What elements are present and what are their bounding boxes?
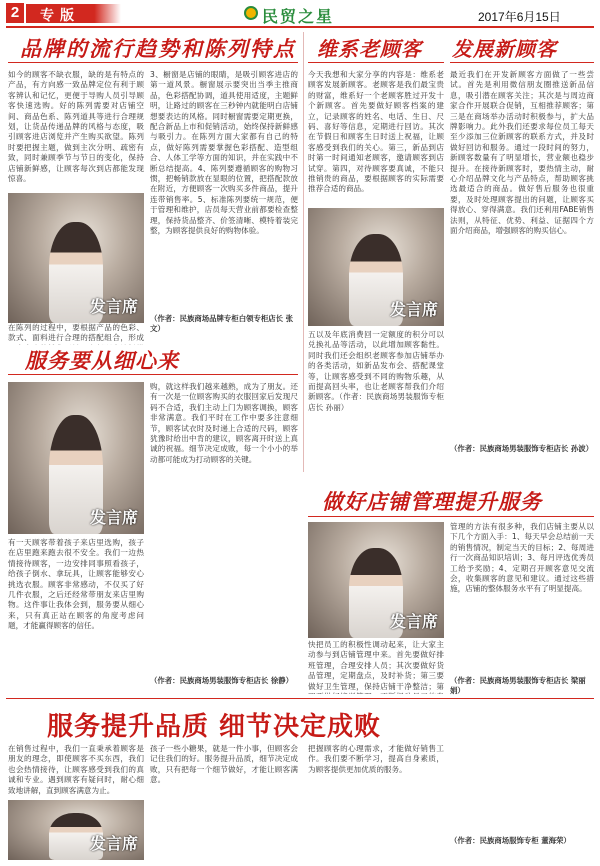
speaker-photo (8, 193, 144, 323)
article-title-brand-trends: 品牌的流行趋势和陈列特点 (20, 36, 296, 61)
article-body: 孩子一些小糖果，就是一件小事，但顾客会记住我们的好。服务提升品质，细节决定成败，只有把每一个细节做好，才能让顾客满意。 (150, 744, 298, 785)
title-underline (308, 516, 594, 517)
article-title-store-management: 做好店铺管理提升服务 (322, 489, 542, 514)
author-credit: （作者：民族商场服饰专柜 董海荣） (450, 836, 571, 845)
article-body: 管理的方法有很多种，我们店铺主要从以下几个方面入手：1、每天早会总结前一天的销售情况，制定当天的目标；2、每周进行一次商品知识培训；3、每月评选优秀员工给予奖励；4、定期召开顾客意见交流会，收集顾客的意见和建议。通过这些措施，店铺的整体服务水平有了明显提高。 (450, 522, 594, 594)
article-body: 如今的顾客不缺衣服，缺的是有特点的产品，有方向感一致品牌定位有利于顾客辨认和记忆，更便于导购人员引导顾客快速选购。好的陈列需要对店铺空间、商品色系、陈列道具等进行合理规划，让货品传递品牌的风格与态度，吸引顾客进店浏览并产生购买欲望。陈列时要把握主题，做到主次分明、疏密有致，同时兼顾季节与节日的变化，保持店铺新鲜感，让顾客每次到店都能发现惊喜。 (8, 70, 144, 184)
article-body: 在销售过程中，我们一直秉承着顾客是朋友的理念，即使顾客不买东西，我们也会热情接待，让顾客感受到我们的真诚和专业。遇到顾客有疑问时，耐心细致地讲解，直到顾客满意为止。 (8, 744, 144, 795)
author-credit: （作者：民族商场男装服饰专柜店长 孙波） (450, 444, 593, 453)
article-title-new-customers: 发展新顾客 (452, 37, 557, 61)
photo-caption: 发言席 (89, 297, 138, 316)
article-body: 有一天顾客带着孩子来店里选购，孩子在店里跑来跑去很不安全。我们一边热情接待顾客，一边安排同事照看孩子，给孩子倒水、拿玩具，让顾客能够安心挑选衣服。顾客非常感动，不仅买了好几件衣服，之后还经常带朋友来店里购物。这件事让我体会到，服务要从细心来，只有真正站在顾客的角度考虑问题，才能赢得顾客的信任。 (8, 538, 144, 631)
page-number: 2 (6, 3, 24, 23)
article-body: 3、橱窗是店铺的眼睛，是吸引顾客进店的第一道风景。橱窗展示要突出当季主推商品，色彩搭配协调，道具使用适度，主题鲜明，让路过的顾客在三秒钟内就能明白店铺想要表达的风格。同时橱窗需要定期更换，配合新品上市和促销活动，始终保持新鲜感与吸引力。在陈列方面大家都有自己的特点，做好陈列需要掌握色彩搭配、造型组合、人体工学等方面的知识，并在实践中不断总结提高。4、陈列要遵循顾客的购物习惯，把畅销款放在显眼的位置，把搭配款放在附近，方便顾客一次购买多件商品，提升连带销售率。5、标准陈列要统一规范，便于管理和维护，店员每天营业前都要检查整理，保持货品整齐、价签清晰、模特着装完整，为顾客提供良好的购物体验。 (150, 70, 298, 236)
article-body: 五以及年底消费回一定额度的积分可以兑换礼品等活动，以此增加顾客黏性。同时我们还会组织老顾客参加店铺举办的各类活动，如新品发布会、搭配课堂等，让顾客感受到不同的购物乐趣，从而提高回头率，也让老顾客帮我们介绍新顾客。（作者：民族商场男装服饰专柜店长 孙丽） (308, 330, 444, 412)
photo-caption: 发言席 (89, 508, 138, 527)
page-header (0, 0, 600, 30)
title-underline (8, 374, 298, 375)
issue-date: 2017年6月15日 (478, 10, 561, 24)
article-body: 今天我想和大家分享的内容是：维系老顾客发展新顾客。老顾客是我们最宝贵的财富，维系好一个老顾客胜过开发十个新顾客。首先要做好顾客档案的建立，记录顾客的姓名、电话、生日、尺码、喜好等信息，定期进行回访。其次在节假日和顾客生日时送上祝福，让顾客感受到我们的关心。第三，新品到店时第一时间通知老顾客，邀请顾客到店试穿。第四，对待顾客要真诚，不能只推销贵的商品，要根据顾客的实际需要推荐合适的商品。 (308, 70, 444, 194)
article-title-service-quality: 服务提升品质 细节决定成败 (47, 712, 382, 742)
speaker-photo (308, 522, 444, 638)
section-label: 专版 (40, 8, 80, 24)
author-credit: （作者：民族商场品牌专柜白领专柜店长 张文） (150, 314, 293, 333)
article-body: 把握顾客的心理需求，才能做好销售工作。我们要不断学习，提高自身素质，为顾客提供更加优质的服务。 (308, 744, 444, 774)
speaker-photo (8, 800, 144, 860)
author-credit: （作者：民族商场男装服饰专柜店长 梁丽娟） (450, 676, 586, 695)
article-title-retain-customers: 维系老顾客 (317, 37, 422, 61)
photo-caption: 发言席 (89, 834, 138, 853)
article-body: 在陈列的过程中，要根据产品的色彩、款式、面料进行合理的搭配组合，形成 (8, 323, 144, 343)
logo-icon (244, 6, 258, 20)
article-body: 最近我们在开发新顾客方面做了一些尝试。首先是利用微信朋友圈推送新品信息，吸引潜在顾客关注；其次是与周边商家合作开展联合促销，互相推荐顾客；第三是在商场举办活动时积极参与，扩大品牌影响力。此外我们还要求每位员工每天至少添加三位新顾客的联系方式，并及时做好回访和服务。通过一段时间的努力，新顾客数量有了明显增长，营业额也稳步提升。在接待新顾客时，要热情主动，耐心介绍品牌文化与产品特点，帮助顾客挑选最适合的商品。做好售后服务也很重要，及时处理顾客提出的问题，让顾客买得放心、穿得满意。我们还利用FABE销售法则，从特征、优势、利益、证据四个方面介绍商品，增强顾客的购买信心。 (450, 70, 594, 236)
newspaper-logo: 民贸之星 (262, 7, 335, 26)
column-divider (303, 32, 304, 472)
article-body: 快把员工的积极性调动起来，让大家主动参与到店铺管理中来。首先要做好排班管理，合理安排人员；其次要做好货品管理，定期盘点，及时补货；第三要做好卫生管理，保持店铺干净整洁；第 (308, 640, 444, 691)
title-underline (8, 62, 298, 63)
header-rule (6, 26, 594, 28)
section-divider (6, 698, 594, 699)
title-underline (450, 62, 594, 63)
photo-caption: 发言席 (389, 300, 438, 319)
article-body: 购，就这样我们越来越熟，成为了朋友。还有一次是一位顾客购买的衣服回家后发现尺码不合适，我们主动上门为顾客调换，顾客非常满意。我们平时在工作中要多注意细节，顾客试衣时及时递上合适的尺码，顾客犹豫时给出中肯的建议，顾客离开时送上真诚的祝福。细节决定成败，每一个小小的举动都可能成为打动顾客的关键。 (150, 382, 298, 464)
photo-caption: 发言席 (389, 612, 438, 631)
speaker-photo (308, 208, 444, 326)
title-underline (308, 62, 444, 63)
section-banner (26, 4, 121, 23)
speaker-photo (8, 382, 144, 534)
article-title-careful-service: 服务要从细心来 (25, 348, 179, 373)
author-credit: （作者：民族商场男装服饰专柜店长 徐静） (150, 676, 293, 685)
